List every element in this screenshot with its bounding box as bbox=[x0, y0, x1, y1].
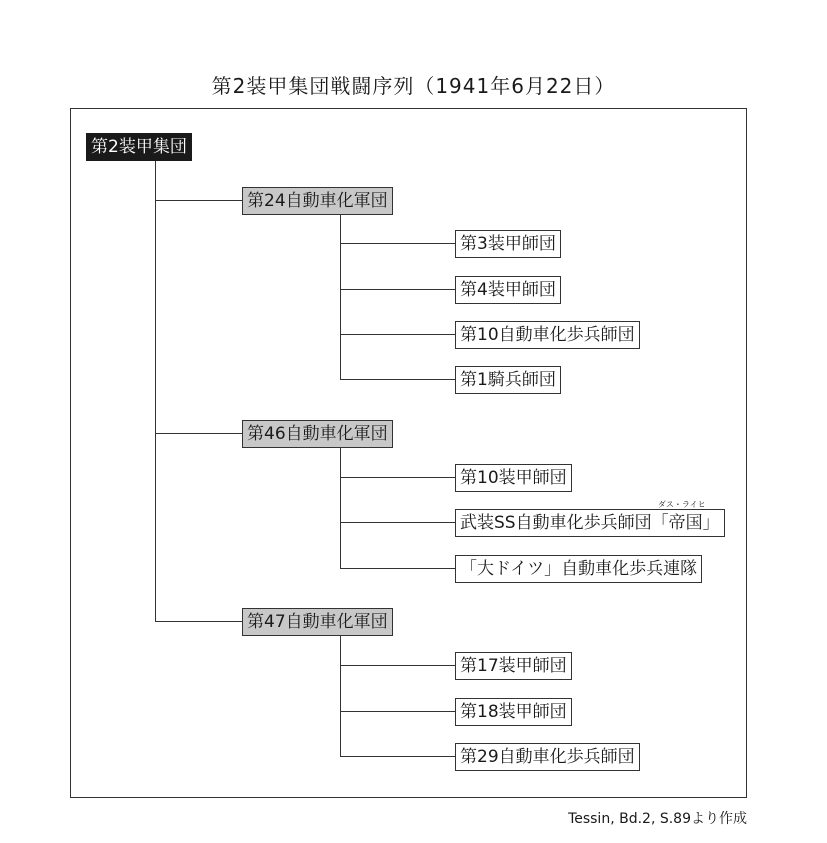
corps-branch-line bbox=[340, 447, 341, 568]
division-node: 第18装甲師団 bbox=[455, 698, 572, 726]
division-node: 第10自動車化歩兵師団 bbox=[455, 321, 640, 349]
division-connector bbox=[340, 665, 455, 666]
division-node: 第17装甲師団 bbox=[455, 652, 572, 680]
connector-corps-3 bbox=[155, 621, 242, 622]
diagram-title: 第2装甲集団戦闘序列（1941年6月22日） bbox=[211, 74, 616, 98]
division-node: 第4装甲師団 bbox=[455, 276, 561, 304]
corps-node: 第46自動車化軍団 bbox=[242, 420, 393, 448]
division-name: 武装SS自動車化歩兵師団「帝国」 bbox=[460, 513, 720, 533]
division-node: 第29自動車化歩兵師団 bbox=[455, 743, 640, 771]
division-connector bbox=[340, 379, 455, 380]
division-node: 「大ドイツ」自動車化歩兵連隊 bbox=[455, 555, 702, 583]
division-node bbox=[455, 500, 725, 537]
connector-corps-2 bbox=[155, 433, 242, 434]
division-connector bbox=[340, 756, 455, 757]
diagram-frame bbox=[70, 108, 747, 798]
corps-branch-line bbox=[340, 214, 341, 379]
corps-node: 第47自動車化軍団 bbox=[242, 608, 393, 636]
division-connector bbox=[340, 711, 455, 712]
division-connector bbox=[340, 522, 455, 523]
division-connector bbox=[340, 289, 455, 290]
division-node: 第1騎兵師団 bbox=[455, 366, 561, 394]
division-connector bbox=[340, 243, 455, 244]
division-node: 第3装甲師団 bbox=[455, 230, 561, 258]
source-note: Tessin, Bd.2, S.89より作成 bbox=[568, 811, 747, 827]
division-connector bbox=[340, 568, 455, 569]
division-node: 第10装甲師団 bbox=[455, 464, 572, 492]
division-connector bbox=[340, 334, 455, 335]
division-connector bbox=[340, 477, 455, 478]
panzer-group-node: 第2装甲集団 bbox=[86, 133, 192, 161]
corps-branch-line bbox=[340, 635, 341, 756]
trunk-line bbox=[155, 161, 156, 622]
corps-node: 第24自動車化軍団 bbox=[242, 187, 393, 215]
ruby-reading: ダス・ライヒ bbox=[657, 500, 706, 509]
connector-corps-1 bbox=[155, 200, 242, 201]
